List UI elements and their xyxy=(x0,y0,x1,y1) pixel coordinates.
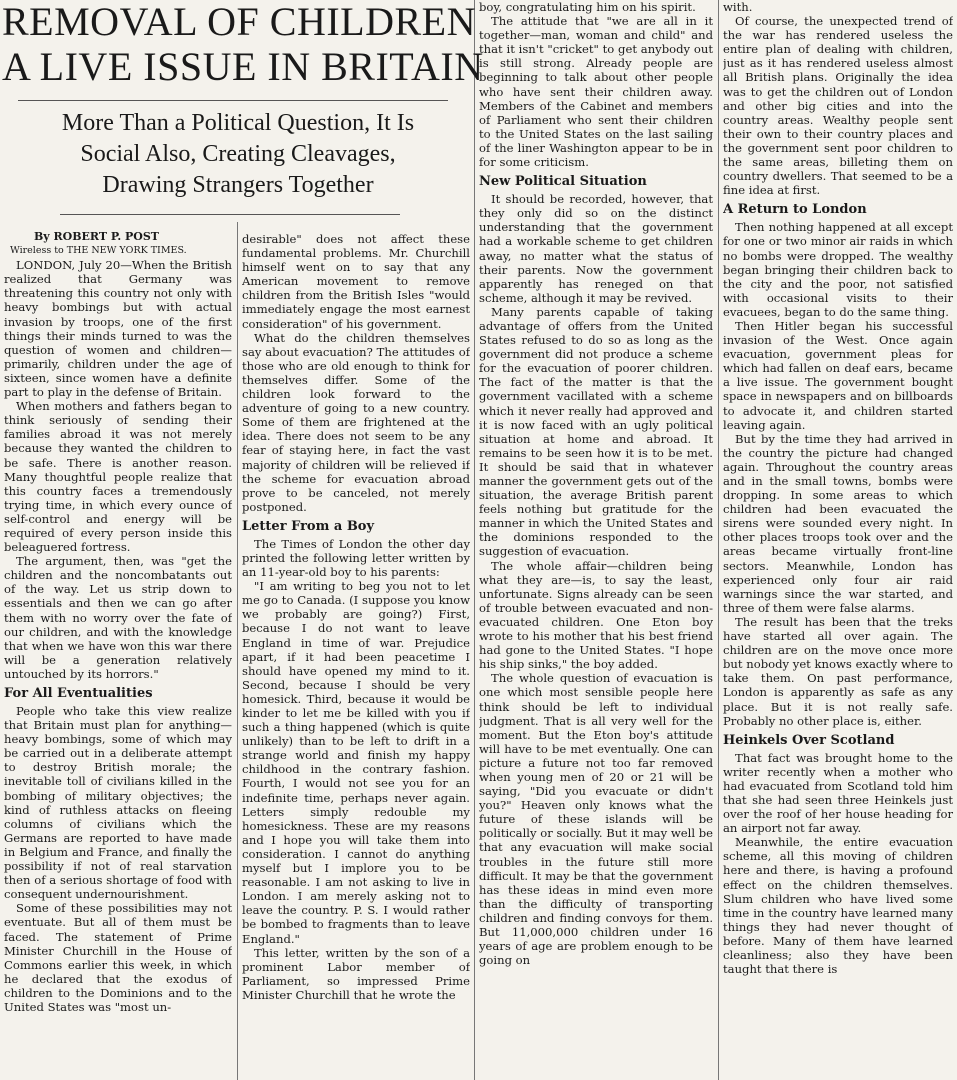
paragraph: Many parents capable of taking advantage of offers from the United States refused to do so as long as the government did not produce a scheme for the evacuation of poorer children. The fact of the matter is that the government vacillated with a scheme which it never really had approved and it is now faced with an ugly political situation at home and abroad. It remains to be seen how it is to be met. It should be said that in whatever manner the government gets out of the situation, the average British parent feels nothing but gratitude for the manner in which the United States and the dominions responded to the suggestion of evacuation. xyxy=(479,304,713,559)
paragraph: When mothers and fathers began to think seriously of sending their families abroad it was not merely because they wanted the children to be safe. There is another reason. Many thoughtful people realize that this country faces a tremendously trying time, in which every ounce of self-control and energy will be required of every person inside this beleaguered fortress. xyxy=(4,399,232,555)
section-heading: For All Eventualities xyxy=(4,686,153,701)
subhead-line-2: Social Also, Creating Cleavages, xyxy=(80,141,396,167)
subhead-rule xyxy=(60,214,400,215)
subhead-line-3: Drawing Strangers Together xyxy=(102,172,374,198)
paragraph: The whole affair—children being what they are—is, to say the least, unfortunate. Signs already can be seen of trouble between evacuated and non-evacuated children. One Eton boy wrote to his mother that his best friend had gone to the United States. "I hope his ship sinks," the boy added. xyxy=(479,558,713,672)
paragraph: Of course, the unexpected trend of the war has rendered useless the entire plan of dealing with children, just as it has rendered useless almost all British plans. Originally the idea was to get the children out of London and other big cities and into the country areas. Wealthy people sent their own to their country places and the government sent poor children to the same areas, billeting them on country dwellers. That seemed to be a fine idea at first. xyxy=(723,14,953,198)
paragraph: Meanwhile, the entire evacuation scheme, all this moving of children here and there, is having a profound effect on the children themselves. Slum children who have lived some time in the country have learned many things they had never thought of before. Many of them have learned cleanliness; also they have been taught that there is xyxy=(723,835,953,977)
paragraph: Then nothing happened at all except for one or two minor air raids in which no bombs were dropped. The wealthy began bringing their children back to the city and the poor, not satisfied with occasional visits to their evacuees, began to do the same thing. xyxy=(723,220,953,319)
section-heading: New Political Situation xyxy=(479,174,647,190)
wireless-credit: Wireless to THE NEW YORK TIMES. xyxy=(10,245,187,257)
subheadline xyxy=(0,108,476,201)
column-4 xyxy=(723,0,953,1080)
paragraph: boy, congratulating him on his spirit. xyxy=(479,0,696,14)
subhead-line-1: More Than a Political Question, It Is xyxy=(61,110,415,136)
paragraph: The Times of London the other day printed the following letter written by an 11-year-old boy to his parents: xyxy=(242,536,470,580)
paragraph: desirable" does not affect these fundamental problems. Mr. Churchill himself went on to say that any American movement to remove children from the British Isles "would immediately engage the most earnest consideration" of his government. xyxy=(242,232,470,331)
column-3 xyxy=(479,0,713,1080)
column-rule xyxy=(718,0,719,1080)
section-heading: A Return to London xyxy=(723,202,867,218)
section-heading: Letter From a Boy xyxy=(242,518,375,534)
column-rule xyxy=(237,222,238,1080)
paragraph: "I am writing to beg you not to let me go to Canada. (I suppose you know we probably are going?) First, because I do not want to leave England in time of war. Prejudice apart, if it had been peacetime I should have opened my mind to it. Second, because I should be very homesick. Third, because it would be kinder to let me be killed with you if such a thing happened (which is quite unlikely) than to be left to drift in a strange world and finish my happy childhood in the contrary fashion. Fourth, I would not see you for an indefinite time, perhaps never again. Letters simply redouble my homesickness. These are my reasons and I hope you will take them into consideration. I cannot do anything myself but I implore you to be reasonable. I am not asking to live in London. I am merely asking not to leave the country. P. S. I would rather be bombed to fragments than to leave England." xyxy=(242,579,470,946)
headline-line-2: A LIVE ISSUE IN BRITAIN xyxy=(2,44,484,89)
paragraph: Then Hitler began his successful invasion of the West. Once again evacuation, government pleas for which had fallen on deaf ears, became a live issue. The government bought space in newspapers and on billboards to advocate it, and children started leaving again. xyxy=(723,318,953,432)
paragraph: with. xyxy=(723,0,753,14)
section-heading: Heinkels Over Scotland xyxy=(723,732,895,748)
byline: By ROBERT P. POST xyxy=(34,230,159,243)
paragraph: What do the children themselves say about evacuation? The attitudes of those who are old enough to think for themselves differ. Some of the children look forward to the adventure of going to a new country. Some of them are frightened at the idea. There does not seem to be any fear of staying here, in fact the vast majority of children will be relieved if the scheme for evacuation abroad prove to be canceled, not merely postponed. xyxy=(242,330,470,514)
paragraph: The result has been that the treks have started all over again. The children are on the move once more but nobody yet knows exactly where to take them. On past performance, London is apparently as safe as any place. But it is not really safe. Probably no other place is, either. xyxy=(723,614,953,728)
paragraph: People who take this view realize that Britain must plan for anything—heavy bombings, some of which may be carried out in a deliberate attempt to destroy British morale; the inevitable toll of civilians killed in the bombing of military objectives; the kind of ruthless attacks on fleeing columns of civilians which the Germans are reported to have made in Belgium and France, and finally the possibility if not of real starvation then of a serious shortage of food with consequent undernourishment. xyxy=(4,704,232,902)
paragraph: LONDON, July 20—When the British realized that Germany was threatening this country not only with heavy bombings but with actual invasion by troops, one of the first things their minds turned to was the question of women and children—primarily, children under the age of sixteen, since women have a definite part to play in the defense of Britain. xyxy=(4,258,232,400)
headline-rule xyxy=(18,100,448,101)
paragraph: The whole question of evacuation is one which most sensible people here think should be left to individual judgment. That is all very well for the moment. But the Eton boy's attitude will have to be met eventually. One can picture a future not too far removed when young men of 20 or 21 will be saying, "Did you evacuate or didn't you?" Heaven only knows what the future of these islands will be politically or socially. But it may well be that any evacuation will make social troubles in the future still more difficult. It may be that the government has these ideas in mind even more than the difficulty of transporting children and finding convoys for them. But 11,000,000 children under 16 years of age are problem enough to be going on xyxy=(479,671,713,968)
paragraph: That fact was brought home to the writer recently when a mother who had evacuated from Scotland told him that she had seen three Heinkels just over the roof of her house heading for an airport not far away. xyxy=(723,750,953,836)
column-2 xyxy=(242,232,470,1080)
paragraph: This letter, written by the son of a prominent Labor member of Parliament, so impressed Prime Minister Churchill that he wrote the xyxy=(242,945,470,1002)
paragraph: Some of these possibilities may not eventuate. But all of them must be faced. The statement of Prime Minister Churchill in the House of Commons earlier this week, in which he declared that the exodus of children to the Dominions and to the United States was "most un- xyxy=(4,901,232,1014)
paragraph: It should be recorded, however, that they only did so on the distinct understanding that the government had a workable scheme to get children away, no matter what the status of their parents. Now the government apparently has reneged on that scheme, although it may be revived. xyxy=(479,192,713,305)
headline-line-1: REMOVAL OF CHILDREN xyxy=(2,0,476,44)
paragraph: The attitude that "we are all in it together—man, woman and child" and that it isn't "cricket" to get anybody out is still strong. Already people are beginning to talk about other people who have sent their children away. Members of the Cabinet and members of Parliament who sent their children to the United States on the last sailing of the liner Washington appear to be in for some criticism. xyxy=(479,14,713,170)
paragraph: The argument, then, was "get the children and the noncombatants out of the way. Let us strip down to essentials and then we can go after them with no worry over the fate of our children, and with the knowledge that when we have won this war there will be a generation relatively untouched by its horrors." xyxy=(4,554,232,681)
column-1 xyxy=(4,230,232,1080)
paragraph: But by the time they had arrived in the country the picture had changed again. Throughout the country areas and in the small towns, bombs were dropping. In some areas to which children had been evacuated the sirens were sounded every night. In other places troops took over and the areas became virtually front-line sectors. Meanwhile, London has experienced only four air raid warnings since the war started, and three of them were false alarms. xyxy=(723,431,953,615)
